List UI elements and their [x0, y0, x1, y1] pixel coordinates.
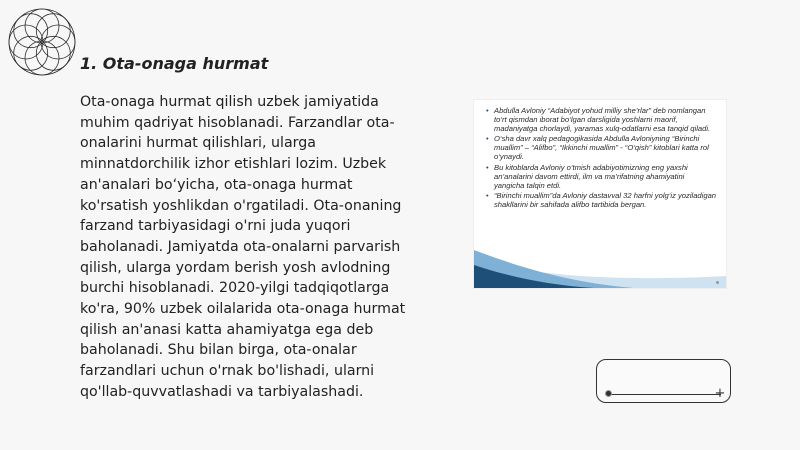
inset-bullet-item: • Bu kitoblarda Avloniy o‘tmish adabiyotimizning eng yaxshi an’analarini davom ettirdi, ilm va ma’rifatning ahamiyatini yangicha talqin etdi. [486, 163, 716, 190]
media-timeline-track[interactable] [609, 394, 721, 395]
inset-bullet-item: • O‘sha davr xalq pedagogikasida Abdulla Avloniyning “Birinchi muallim” – “Alifbo”, “Ikkinchi muallim” - “O‘qish” kitoblari katta rol o‘ynaydi. [486, 134, 716, 161]
media-add-marker-button[interactable]: + [714, 386, 726, 401]
media-playhead-dot[interactable] [605, 390, 612, 397]
inset-page-marker [716, 281, 719, 284]
inset-bullet-item: • “Birinchi muallim”da Avloniy dastavval 32 harfni yolg‘iz yoziladigan shakllarini bir sahifada alifbo tartibida bergan. [486, 191, 716, 209]
inset-bullet-list [486, 106, 716, 210]
circle-rosette-icon [2, 2, 82, 82]
media-control-box[interactable] [596, 359, 731, 403]
inset-bullet-item: • Abdulla Avloniy “Adabiyot yohud milliy she’rlar” deb nomlangan to‘rt qismdan iborat bo‘lgan darsligida yoshlarni maorif, madaniyatga chorlaydi, yaramas xulq-odatlarni esa tanqid qiladi. [486, 106, 716, 133]
slide-body-text: Ota-onaga hurmat qilish uzbek jamiyatida muhim qadriyat hisoblanadi. Farzandlar ota-onalarini hurmat qilishlari, ularga minnatdorchilik izhor etishlari lozim. Uzbek an'analari bo‘yicha, ota-onaga hurmat ko'rsatish yoshlikdan o'rgatiladi. Ota-onaning farzand tarbiyasidagi o'rni juda yuqori baholanadi. Jamiyatda ota-onalarni parvarish qilish, ularga yordam berish yosh avlodning burchi hisoblanadi. 2020-yilgi tadqiqotlarga ko'ra, 90% uzbek oilalarida ota-onaga hurmat qilish an'anasi katta ahamiyatga ega deb baholanadi. Shu bilan birga, ota-onalar farzandlari uchun o'rnak bo'lishadi, ularni qo'llab-quvvatlashadi va tarbiyalashadi. [80, 94, 406, 400]
inset-slide-image [474, 100, 726, 288]
slide-title: 1. Ota-onaga hurmat [80, 54, 269, 73]
